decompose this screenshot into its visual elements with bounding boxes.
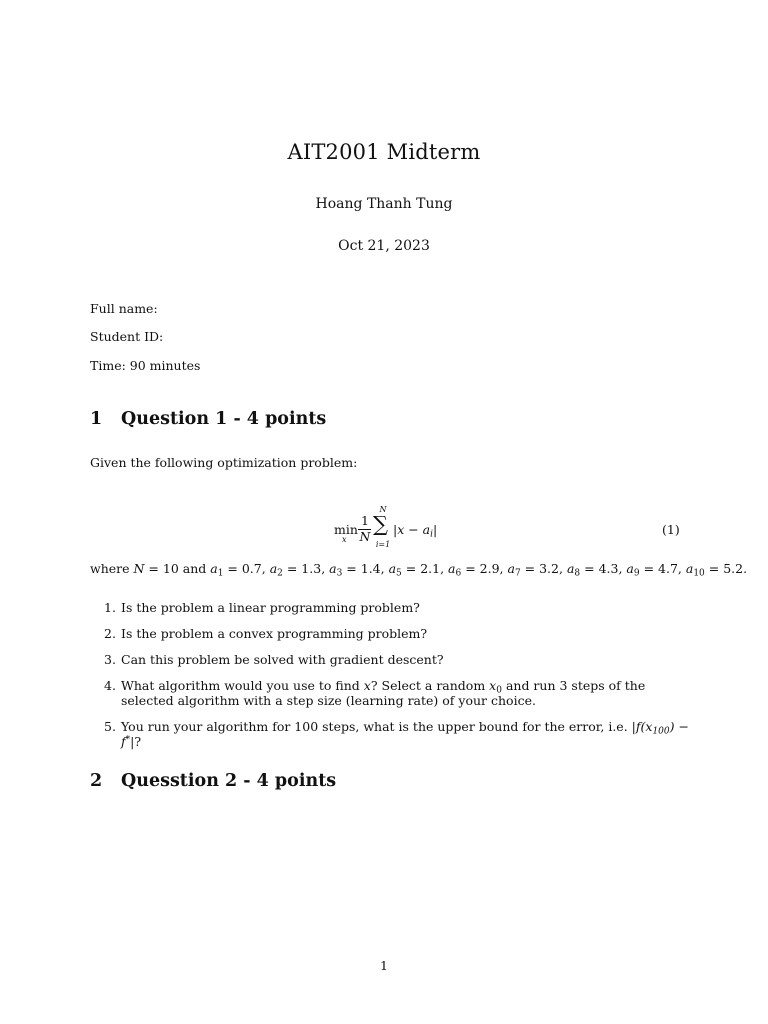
fraction-denominator: N xyxy=(359,529,371,544)
list-item: 1. Is the problem a linear programming problem? xyxy=(104,600,420,615)
section-1-title: Question 1 - 4 points xyxy=(121,409,327,429)
page-number: 1 xyxy=(380,958,388,973)
sum-upper-limit: N xyxy=(379,505,387,514)
equation-1 xyxy=(0,505,768,553)
min-operator: min xyxy=(334,522,358,537)
list-item: 4. What algorithm would you use to find x? Select a random $x_0$ and run 3 steps of the selected algorithm with a step size (learning rate) of your choice. xyxy=(104,678,646,708)
list-item: 2. Is the problem a convex programming problem? xyxy=(104,626,428,641)
student-id-field: Student ID: xyxy=(90,329,164,344)
where-clause: where N = 10 and $a_1 = 0.7$, $a_2 = 1.3$, $a_3 = 1.4$, $a_5 = 2.1$, $a_6 = 2.9$, $a_7 = 3.2$, $a_8 = 4.3$, $a_9 = 4.7$, $a_{10} = 5.2$. xyxy=(90,561,748,579)
document-date: Oct 21, 2023 xyxy=(338,238,430,254)
section-1-intro: Given the following optimization problem: xyxy=(90,455,358,470)
list-item: 3. Can this problem be solved with gradient descent? xyxy=(104,652,444,667)
section-1-number: 1 xyxy=(90,409,103,429)
section-2-heading xyxy=(90,771,336,791)
document-title: AIT2001 Midterm xyxy=(287,140,481,164)
equation-body xyxy=(332,505,442,553)
min-subscript: x xyxy=(342,535,347,544)
section-1-heading xyxy=(90,409,326,429)
equation-number: (1) xyxy=(662,522,680,537)
fraction-numerator: 1 xyxy=(361,513,369,528)
author-name: Hoang Thanh Tung xyxy=(315,196,453,212)
section-2-number: 2 xyxy=(90,771,103,791)
section-2-title: Quesstion 2 - 4 points xyxy=(121,771,337,791)
full-name-field: Full name: xyxy=(90,301,158,316)
summation-symbol: ∑ xyxy=(373,512,388,536)
question-list xyxy=(90,600,690,749)
list-item: 5. You run your algorithm for 100 steps, what is the upper bound for the error, i.e. $|f(x_{100}) - f^*|$? xyxy=(104,719,689,749)
time-field: Time: 90 minutes xyxy=(90,358,201,373)
equation-summand: $|x - a_i|$ xyxy=(393,522,438,540)
n-value: 10 xyxy=(162,561,179,576)
sum-lower-limit: i=1 xyxy=(375,540,391,549)
